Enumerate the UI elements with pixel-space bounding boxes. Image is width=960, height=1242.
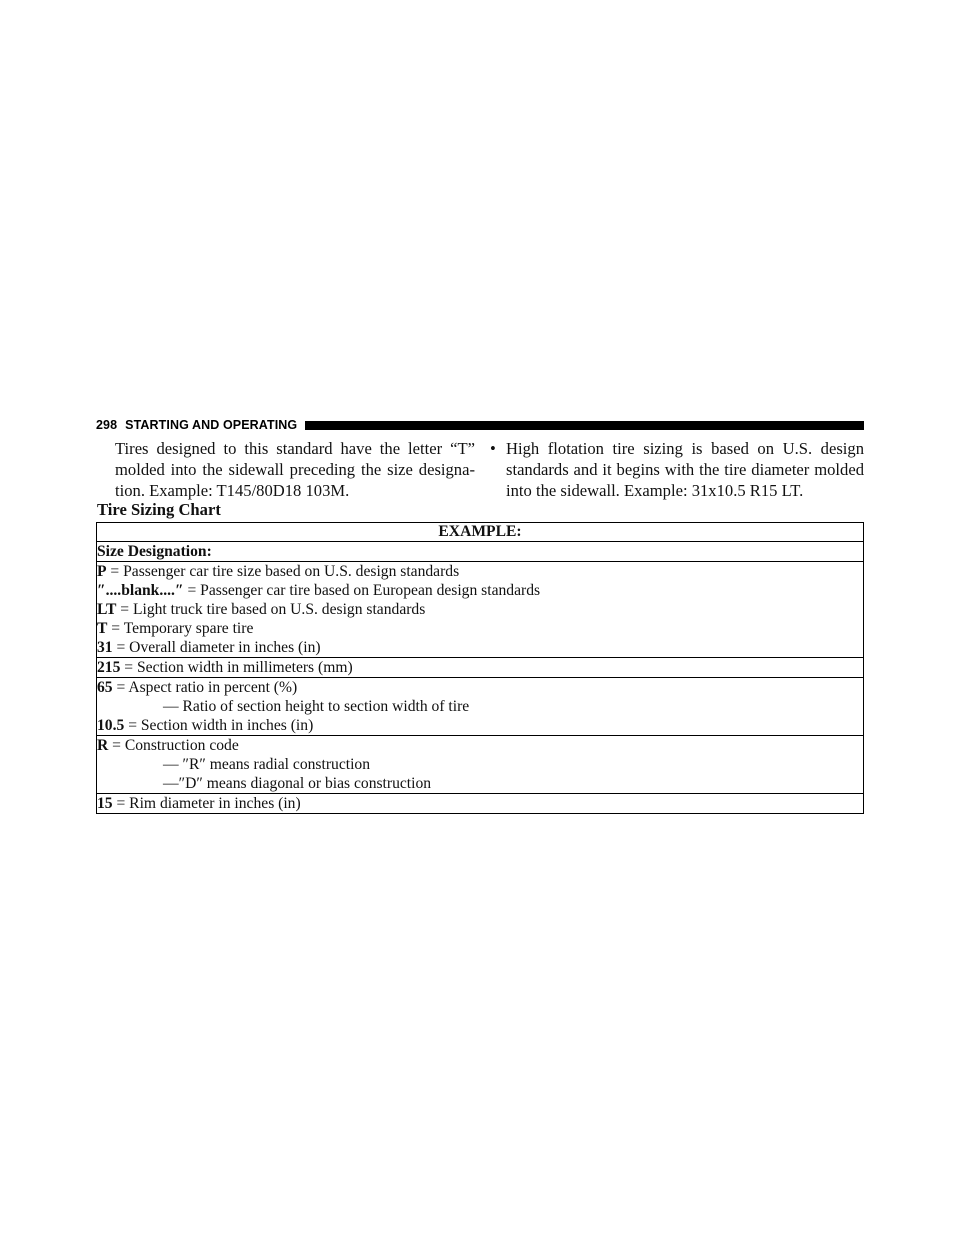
example-header: EXAMPLE: [97, 523, 864, 542]
line-bias-sub: —″D″ means diagonal or bias construction [163, 775, 432, 792]
size-designation-row [97, 542, 864, 562]
group-section-width [97, 658, 864, 678]
example-row [97, 523, 864, 542]
high-flotation-text: High flotation tire sizing is based on U.S. design standards and it begins with the tire diameter molded into the sidewall. Example: 31x10.5 R15 LT. [506, 439, 864, 500]
line-t: T = Temporary spare tire [97, 620, 254, 637]
line-lt: LT = Light truck tire based on U.S. design standards [97, 601, 426, 618]
line-15: 15 = Rim diameter in inches (in) [97, 795, 301, 812]
section-title: STARTING AND OPERATING [125, 418, 298, 432]
line-p: P = Passenger car tire size based on U.S. design standards [97, 563, 460, 580]
table-row [97, 658, 864, 678]
group-rim-diameter [97, 794, 864, 814]
line-215: 215 = Section width in millimeters (mm) [97, 659, 353, 676]
bullet-item [490, 438, 864, 501]
bullet-icon: • [490, 439, 496, 458]
left-column [115, 438, 475, 501]
page-number: 298 [96, 418, 118, 432]
tire-sizing-chart-title: Tire Sizing Chart [97, 500, 221, 519]
line-31: 31 = Overall diameter in inches (in) [97, 639, 321, 656]
page-header [96, 418, 864, 432]
right-column [490, 438, 864, 501]
header-rule [305, 421, 864, 430]
line-radial-sub: — ″R″ means radial construction [163, 756, 370, 773]
group-construction [97, 736, 864, 794]
group-tire-type [97, 562, 864, 658]
line-r: R = Construction code [97, 737, 239, 754]
line-aspect-sub: — Ratio of section height to section width of tire [163, 698, 470, 715]
t-standard-paragraph: Tires designed to this standard have the letter “T” molded into the sidewall preceding the size designa- tion. Example: T145/80D18 103M. [115, 439, 475, 500]
tire-sizing-table [96, 522, 864, 814]
line-blank: ″....blank....″ = Passenger car tire based on European design standards [97, 582, 541, 599]
group-aspect-ratio [97, 678, 864, 736]
size-designation-label: Size Designation: [97, 542, 864, 562]
line-65: 65 = Aspect ratio in percent (%) [97, 679, 298, 696]
table-row [97, 562, 864, 658]
table-row [97, 794, 864, 814]
table-row [97, 678, 864, 736]
line-10-5: 10.5 = Section width in inches (in) [97, 717, 314, 734]
table-row [97, 736, 864, 794]
